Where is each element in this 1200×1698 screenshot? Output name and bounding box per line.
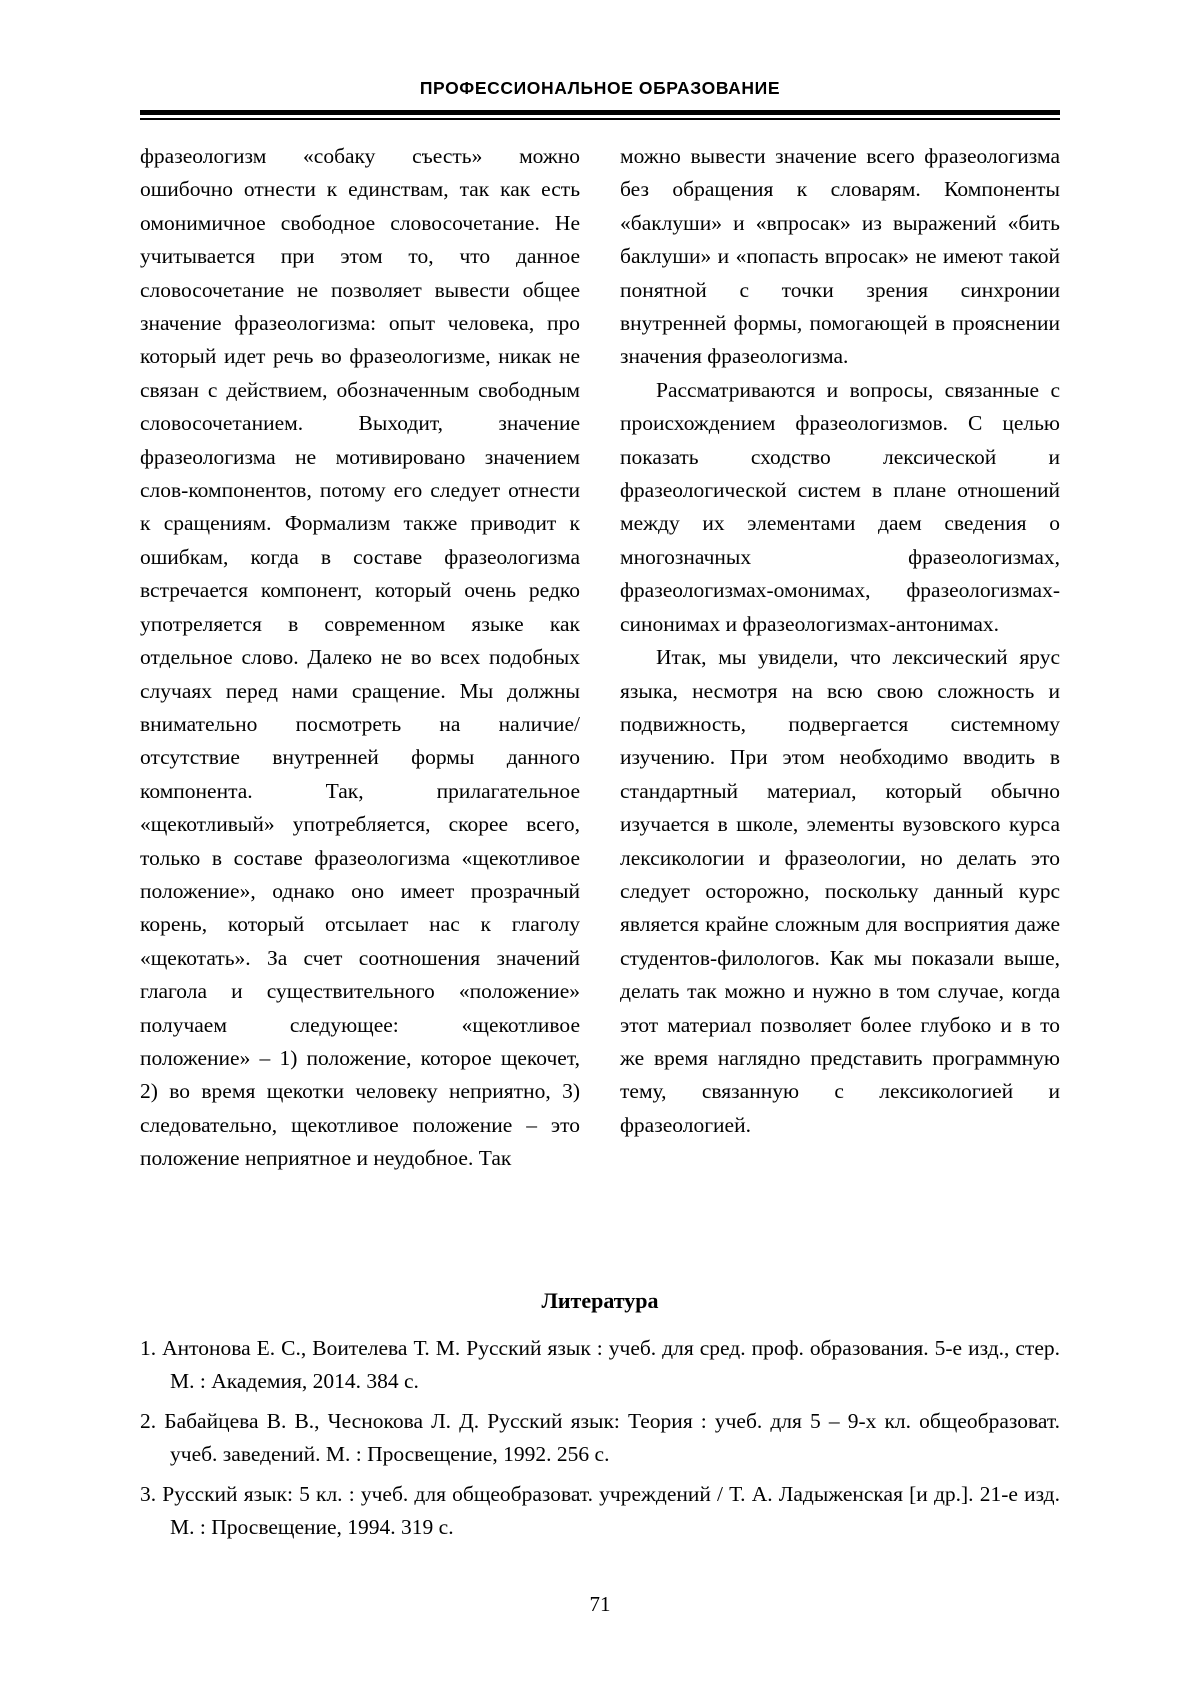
list-item: 1. Антонова Е. С., Воителева Т. М. Русский язык : учеб. для сред. проф. образования. 5-е изд., стер. М. : Академия, 2014. 384 с.: [140, 1336, 1060, 1394]
header-rule-thin: [140, 118, 1060, 120]
paragraph: Итак, мы увидели, что лексический ярус языка, несмотря на всю свою сложность и подвижность, подвергается системному изучению. При этом необходимо вводить в стандартный материал, который обычно изучается в школе, элементы вузовского курса лексикологии и фразеологии, но делать это следует осторожно, поскольку данный курс является крайне сложным для восприятия даже студентов-филологов. Как мы показали выше, делать так можно и нужно в том случае, когда этот материал позволяет более глубоко и в то же время наглядно представить программную тему, связанную с лексикологией и фразеологией.: [620, 645, 1060, 1137]
literature-heading: Литература: [541, 1288, 659, 1313]
paragraph: фразеологизм «собаку съесть» можно ошибочно отнести к единствам, так как есть омонимичное свободное словосочетание. Не учитывается при этом то, что данное словосочетание не позволяет вывести общее значение фразеологизма: опыт человека, про который идет речь во фразеологизме, никак не связан с действием, обозначенным свободным словосочетанием. Выходит, значение фразеологизма не мотивировано значением слов-компонентов, потому его следует отнести к сращениям. Формализм также приводит к ошибкам, когда в составе фразеологизма встречается компонент, который очень редко употреляется в современном языке как отдельное слово. Далеко не во всех подобных случаях перед нами сращение. Мы должны внимательно посмотреть на наличие/отсутствие внутренней формы данного компонента. Так, прилагательное «щекотливый» употребляется, скорее всего, только в составе фразеологизма «щекотливое положение», однако оно имеет прозрачный корень, который отсылает нас к глаголу «щекотать». За счет соотношения значений глагола и существительного «положение» получаем следующее: «щекотливое положение» – 1) положение, которое щекочет, 2) во время щекотки человеку неприятно, 3) следовательно, щекотливое положение – это положение неприятное и неудобное. Так: [140, 144, 580, 1171]
reference-list: [140, 1332, 1060, 1544]
paragraph: Рассматриваются и вопросы, связанные с происхождением фразеологизмов. С целью показать сходство лексической и фразеологической систем в плане отношений между их элементами даем сведения о многозначных фразеологизмах, фразеологизмах-омонимах, фразеологизмах-синонимах и фразеологизмах-антонимах.: [620, 377, 1060, 636]
paragraph: можно вывести значение всего фразеологизма без обращения к словарям. Компоненты «баклуши» и «впросак» из выражений «бить баклуши» и «попасть впросак» не имеют такой понятной с точки зрения синхронии внутренней формы, помогающей в прояснении значения фразеологизма.: [620, 144, 1060, 369]
header-rule: [140, 110, 1060, 120]
literature-section: [140, 1288, 1060, 1550]
running-head: ПРОФЕССИОНАЛЬНОЕ ОБРАЗОВАНИЕ: [419, 78, 781, 98]
two-column-body: [140, 140, 1060, 1176]
left-column: [140, 140, 580, 1176]
page-number: 71: [589, 1592, 611, 1616]
list-item: 3. Русский язык: 5 кл. : учеб. для общеобразоват. учреждений / Т. А. Ладыженская [и др.]. 21-е изд. М. : Просвещение, 1994. 319 с.: [140, 1481, 1060, 1540]
list-item: 2. Бабайцева В. В., Чеснокова Л. Д. Русский язык: Теория : учеб. для 5 – 9-х кл. общеобразоват. учеб. заведений. М. : Просвещение, 1992. 256 с.: [140, 1408, 1060, 1467]
right-column: [620, 140, 1060, 1176]
